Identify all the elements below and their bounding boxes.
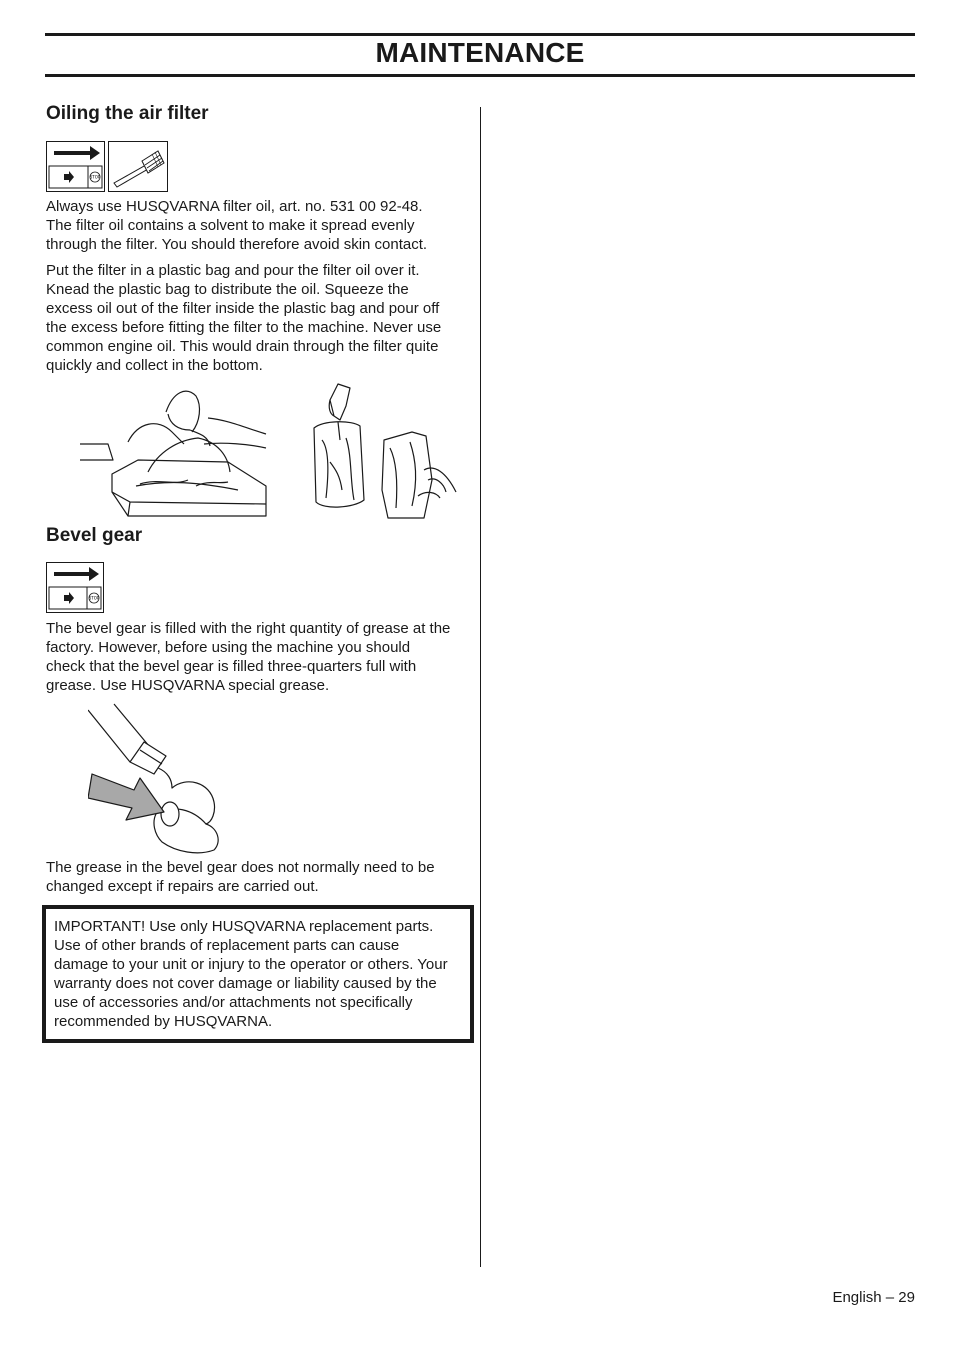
paragraph-grease-change: The grease in the bevel gear does not normally need to be changed except if repairs are carried out. [46,859,435,895]
pouring-oil-illustration [300,380,462,521]
maintenance-symbol-icon [46,141,105,192]
section-heading-oiling: Oiling the air filter [46,103,209,124]
page-title: MAINTENANCE [375,37,585,68]
svg-text:STOP: STOP [89,174,101,180]
svg-text:STOP: STOP [88,595,100,601]
maintenance-symbol-icon [46,562,104,613]
brush-icon [108,141,168,192]
page-number: English – 29 [832,1289,915,1306]
section-heading-bevel-gear: Bevel gear [46,525,143,546]
paragraph-filter-oil: Always use HUSQVARNA filter oil, art. no. 531 00 92-48. The filter oil contains a solvent to make it spread evenly through the filter. You should therefore avoid skin contact. [46,198,428,253]
paragraph-filter-procedure: Put the filter in a plastic bag and pour the filter oil over it. Knead the plastic bag to distribute the oil. Squeeze the excess oil out of the filter inside the plastic bag and pour off the excess before fitting the filter to the machine. Never use common engine oil. This would drain through the filter quite quickly and collect in the bottom. [46,262,442,374]
bevel-gear-illustration [88,702,226,854]
kneading-bag-illustration [78,382,270,519]
column-divider [480,107,481,1267]
important-notice-text: IMPORTANT! Use only HUSQVARNA replacement parts. Use of other brands of replacement parts can cause damage to your unit or injury to the operator or others. Your warranty does not cover damage or liability caused by the use of accessories and/or attachments not specifically recommended by HUSQVARNA. [54,918,448,1030]
important-notice-box [42,905,474,1043]
header-rule-bottom [45,74,915,77]
paragraph-bevel-gear-grease: The bevel gear is filled with the right quantity of grease at the factory. However, before using the machine you should check that the bevel gear is filled three-quarters full with grease. Use HUSQVARNA special grease. [46,620,451,694]
